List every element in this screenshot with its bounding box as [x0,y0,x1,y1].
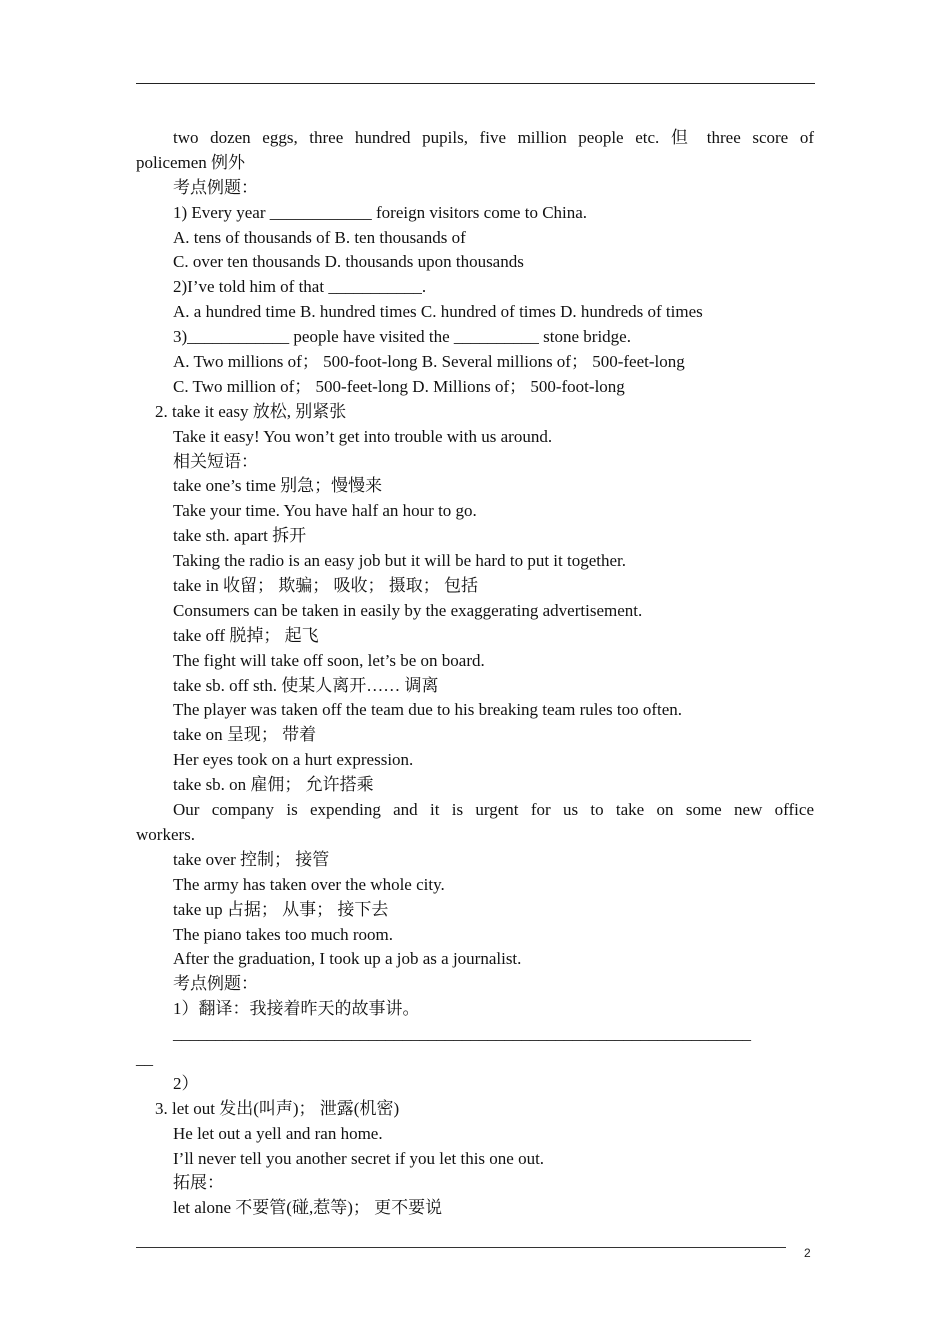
text-line: take over 控制； 接管 [173,849,330,869]
text-line: 2. take it easy 放松, 别紧张 [155,401,347,421]
document-body [136,126,814,1221]
text-line: Take it easy! You won’t get into trouble with us around. [173,426,553,446]
text-line: __ [136,1048,153,1068]
text-line: Consumers can be taken in easily by the exaggerating advertisement. [173,600,643,620]
text-line: The army has taken over the whole city. [173,874,445,894]
text-line: A. tens of thousands of B. ten thousands of [173,227,466,247]
text-line: take off 脱掉； 起飞 [173,625,319,645]
text-line: 拓展： [173,1173,224,1193]
text-line: Our company is expending and it is urgent for us to take on some new office [173,800,814,820]
text-line: C. Two million of； 500-feet-long D. Millions of； 500-foot-long [173,376,625,396]
text-line: 2） [173,1073,199,1093]
text-line: take sb. off sth. 使某人离开…… 调离 [173,675,439,695]
text-line: Take your time. You have half an hour to go. [173,501,477,521]
text-line: workers. [136,824,196,844]
text-line: policemen 例外 [136,152,246,172]
text-line: 2)I’ve told him of that ___________. [173,277,427,297]
text-line: C. over ten thousands D. thousands upon thousands [173,252,524,272]
text-line: The player was taken off the team due to his breaking team rules too often. [173,700,683,720]
text-line: Her eyes took on a hurt expression. [173,750,414,770]
text-line: I’ll never tell you another secret if you let this one out. [173,1148,545,1168]
page-number: 2 [804,1246,811,1260]
text-line: two dozen eggs, three hundred pupils, five million people etc. 但 three score of [173,128,814,147]
header-rule [136,83,815,84]
text-line: 考点例题： [173,177,258,197]
text-line: After the graduation, I took up a job as a journalist. [173,949,522,969]
text-line: A. a hundred time B. hundred times C. hundred of times D. hundreds of times [173,302,703,322]
text-line: take sth. apart 拆开 [173,526,307,546]
text-line: 相关短语： [173,451,258,471]
text-line: The fight will take off soon, let’s be on board. [173,650,485,670]
text-line: take one’s time 别急；慢慢来 [173,476,383,496]
text-line: take on 呈现； 带着 [173,725,317,745]
text-line: 1) Every year ____________ foreign visitors come to China. [173,202,588,222]
text-line: He let out a yell and ran home. [173,1123,383,1143]
text-line: 1）翻译：我接着昨天的故事讲。 [173,999,420,1019]
text-line: 3. let out 发出(叫声)； 泄露(机密) [155,1098,400,1118]
text-line: take in 收留； 欺骗； 吸收； 摄取； 包括 [173,576,479,596]
text-line: 3)____________ people have visited the __________ stone bridge. [173,327,631,347]
text-line: take up 占据； 从事； 接下去 [173,899,389,919]
text-line: 考点例题： [173,974,258,994]
text-line: ____________________________________________________________________ [173,1024,751,1044]
text-line: A. Two millions of； 500-foot-long B. Several millions of； 500-feet-long [173,352,685,372]
text-line: The piano takes too much room. [173,924,394,944]
text-line: take sb. on 雇佣； 允许搭乘 [173,775,374,795]
footer-rule [136,1247,786,1248]
text-line: let alone 不要管(碰,惹等)； 更不要说 [173,1198,443,1218]
text-line: Taking the radio is an easy job but it will be hard to put it together. [173,551,626,571]
